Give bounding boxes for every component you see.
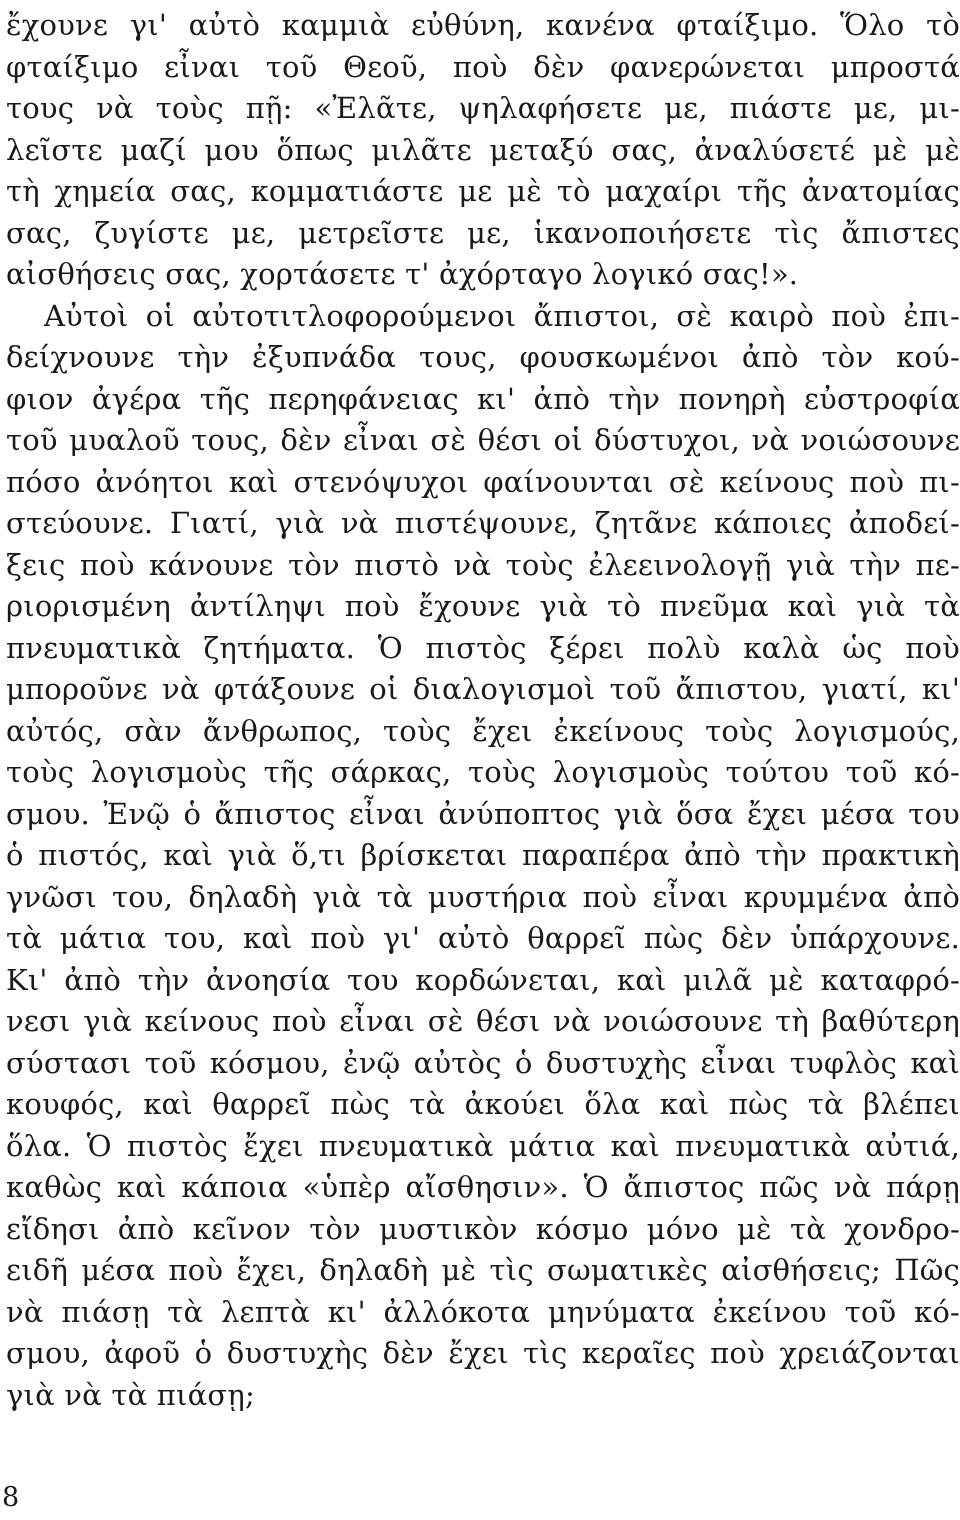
text-line: τοὺς λογισμοὺς τῆς σάρκας, τοὺς λογισμοὺς τούτου τοῦ κό- bbox=[6, 755, 960, 789]
text-line: τους νὰ τοὺς πῇ: «Ἐλᾶτε, ψηλαφήσετε με, πιάστε με, μι- bbox=[6, 91, 960, 125]
text-line: λεῖστε μαζί μου ὅπως μιλᾶτε μεταξύ σας, ἀναλύσετέ μὲ μὲ bbox=[6, 133, 960, 167]
text-line: γνῶσι του, δηλαδὴ γιὰ τὰ μυστήρια ποὺ εἶναι κρυμμένα ἀπὸ bbox=[6, 880, 960, 914]
text-line: τὴ χημεία σας, κομματιάστε με μὲ τὸ μαχαίρι τῆς ἀνατομίας bbox=[6, 174, 960, 208]
text-line: νὰ πιάσῃ τὰ λεπτὰ κι' ἀλλόκοτα μηνύματα ἐκείνου τοῦ κό- bbox=[6, 1295, 960, 1329]
text-line: σμου. Ἐνῷ ὁ ἄπιστος εἶναι ἀνύποπτος γιὰ ὅσα ἔχει μέσα του bbox=[6, 797, 960, 831]
text-line: ὅλα. Ὁ πιστὸς ἔχει πνευματικὰ μάτια καὶ πνευματικὰ αὐτιά, bbox=[6, 1129, 960, 1163]
text-line: μποροῦνε νὰ φτάξουνε οἱ διαλογισμοὶ τοῦ ἄπιστου, γιατί, κι' bbox=[6, 672, 960, 706]
text-line: φταίξιμο εἶναι τοῦ Θεοῦ, ποὺ δὲν φανερώνεται μπροστά bbox=[6, 50, 960, 84]
text-line: εἴδησι ἀπὸ κεῖνον τὸν μυστικὸν κόσμο μόνο μὲ τὰ χονδρο- bbox=[6, 1212, 960, 1246]
text-line: αἰσθήσεις σας, χορτάσετε τ' ἀχόρταγο λογικό σας!». bbox=[6, 257, 799, 291]
text-line: τὰ μάτια του, καὶ ποὺ γι' αὐτὸ θαρρεῖ πὼς δὲν ὑπάρχουνε. bbox=[6, 921, 960, 955]
text-line: σμου, ἀφοῦ ὁ δυστυχὴς δὲν ἔχει τὶς κεραῖες ποὺ χρειάζονται bbox=[6, 1336, 960, 1370]
text-line: σύστασι τοῦ κόσμου, ἐνῷ αὐτὸς ὁ δυστυχὴς εἶναι τυφλὸς καὶ bbox=[6, 1046, 960, 1080]
text-line: καθὼς καὶ κάποια «ὑπὲρ αἴσθησιν». Ὁ ἄπιστος πῶς νὰ πάρῃ bbox=[6, 1170, 960, 1204]
page-number: 8 bbox=[2, 1482, 20, 1513]
text-line: πνευματικὰ ζητήματα. Ὁ πιστὸς ξέρει πολὺ καλὰ ὡς ποὺ bbox=[6, 631, 960, 665]
text-line: αὐτός, σὰν ἄνθρωπος, τοὺς ἔχει ἐκείνους τοὺς λογισμούς, bbox=[6, 714, 960, 748]
text-line: γιὰ νὰ τὰ πιάσῃ; bbox=[6, 1378, 255, 1412]
text-line: στεύουνε. Γιατί, γιὰ νὰ πιστέψουνε, ζητᾶνε κάποιες ἀποδεί- bbox=[6, 506, 960, 540]
text-line: ειδῆ μέσα ποὺ ἔχει, δηλαδὴ μὲ τὶς σωματικὲς αἰσθήσεις; Πῶς bbox=[6, 1253, 960, 1287]
text-line: ἔχουνε γι' αὐτὸ καμμιὰ εὐθύνη, κανένα φταίξιμο. Ὅλο τὸ bbox=[6, 8, 960, 42]
paragraph-first-line: Αὐτοὶ οἱ αὐτοτιτλοφορούμενοι ἄπιστοι, σὲ καιρὸ ποὺ ἐπι- bbox=[44, 299, 960, 333]
text-line: ὁ πιστός, καὶ γιὰ ὅ,τι βρίσκεται παραπέρα ἀπὸ τὴν πρακτικὴ bbox=[6, 838, 960, 872]
text-line: δείχνουνε τὴν ἐξυπνάδα τους, φουσκωμένοι ἀπὸ τὸν κού- bbox=[6, 340, 960, 374]
text-line: πόσο ἀνόητοι καὶ στενόψυχοι φαίνουνται σὲ κείνους ποὺ πι- bbox=[6, 465, 960, 499]
text-line: φιον ἀγέρα τῆς περηφάνειας κι' ἀπὸ τὴν πονηρὴ εὐστροφία bbox=[6, 382, 960, 416]
text-line: Κι' ἀπὸ τὴν ἀνοησία του κορδώνεται, καὶ μιλᾶ μὲ καταφρό- bbox=[6, 963, 960, 997]
text-line: τοῦ μυαλοῦ τους, δὲν εἶναι σὲ θέσι οἱ δύστυχοι, νὰ νοιώσουνε bbox=[6, 423, 960, 457]
text-line: σας, ζυγίστε με, μετρεῖστε με, ἱκανοποιήσετε τὶς ἄπιστες bbox=[6, 216, 960, 250]
text-line: ξεις ποὺ κάνουνε τὸν πιστὸ νὰ τοὺς ἐλεεινολογῇ γιὰ τὴν πε- bbox=[6, 548, 960, 582]
text-line: κουφός, καὶ θαρρεῖ πὼς τὰ ἀκούει ὅλα καὶ πὼς τὰ βλέπει bbox=[6, 1087, 960, 1121]
text-line: νεσι γιὰ κείνους ποὺ εἶναι σὲ θέσι νὰ νοιώσουνε τὴ βαθύτερη bbox=[6, 1004, 960, 1038]
text-line: ριορισμένη ἀντίληψι ποὺ ἔχουνε γιὰ τὸ πνεῦμα καὶ γιὰ τὰ bbox=[6, 589, 960, 623]
